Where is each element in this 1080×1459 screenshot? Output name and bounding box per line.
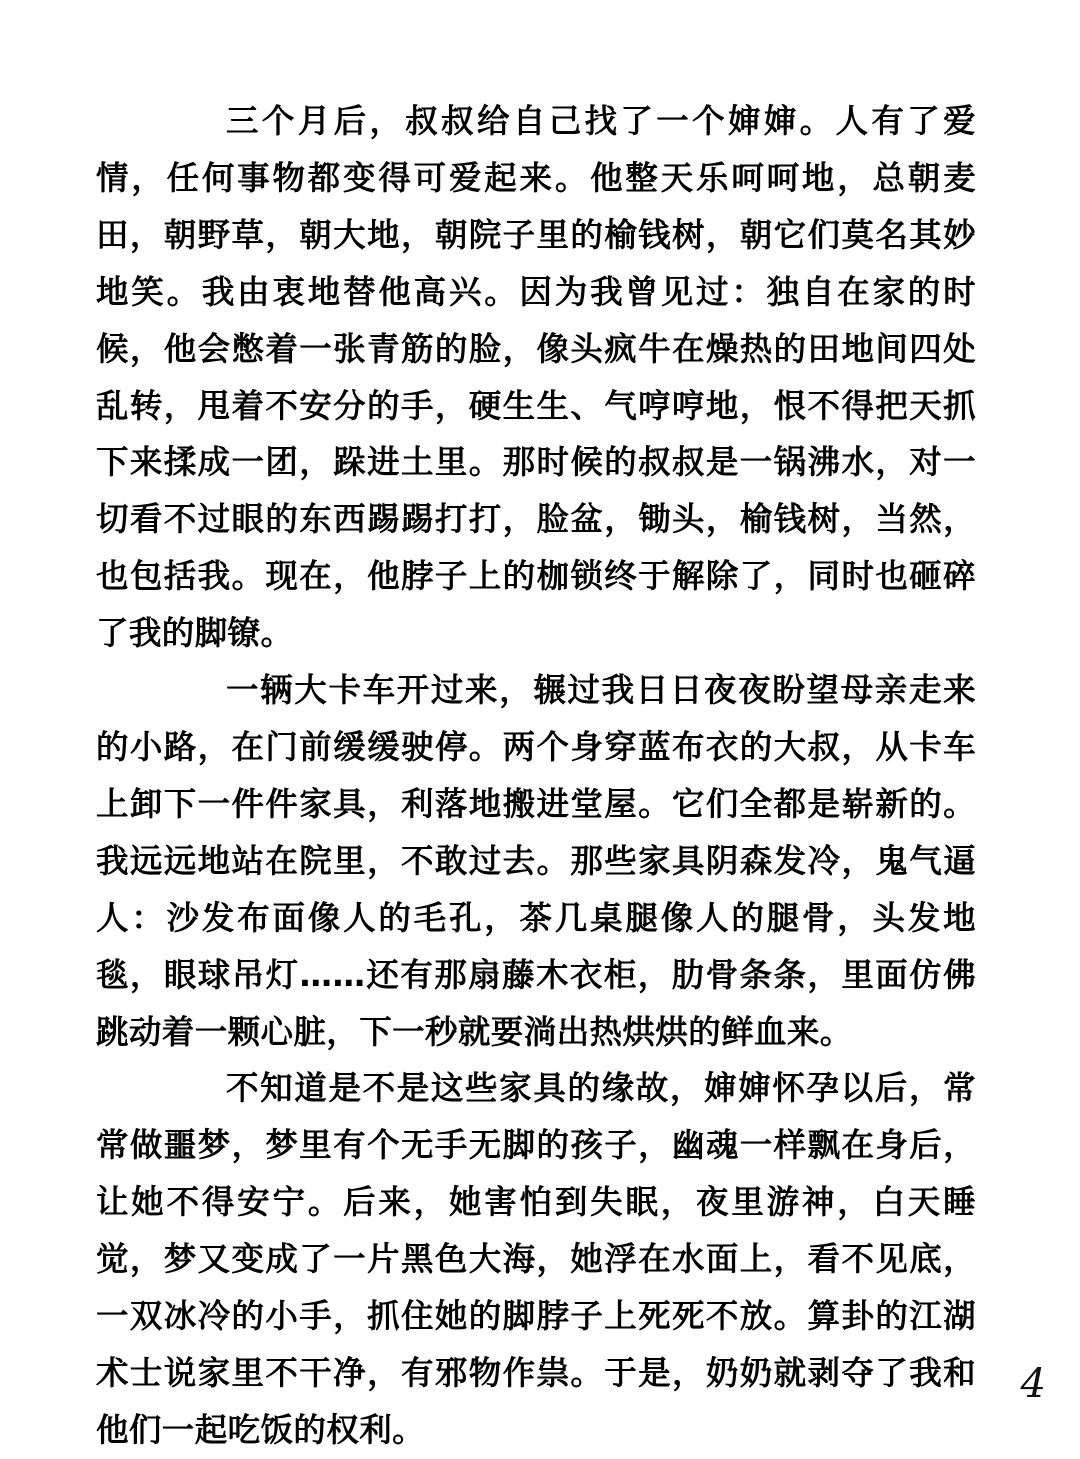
paragraph-2: 一辆大卡车开过来，辗过我日日夜夜盼望母亲走来的小路，在门前缓缓驶停。两个身穿蓝布衣的大叔，从卡车上卸下一件件家具，利落地搬进堂屋。它们全都是崭新的。我远远地站在院里，不敢过去。那些家具阴森发冷，鬼气逼人：沙发布面像人的毛孔，茶几桌腿像人的腿骨，头发地毯，眼球吊灯……还有那扇藤木衣柜，肋骨条条，里面仿佛跳动着一颗心脏，下一秒就要淌出热烘烘的鲜血来。 [96, 671, 976, 1051]
paragraph-1: 三个月后，叔叔给自己找了一个婶婶。人有了爱情，任何事物都变得可爱起来。他整天乐呵呵地，总朝麦田，朝野草，朝大地，朝院子里的榆钱树，朝它们莫名其妙地笑。我由衷地替他高兴。因为我曾见过：独自在家的时候，他会憋着一张青筋的脸，像头疯牛在燥热的田地间四处乱转，甩着不安分的手，硬生生、气哼哼地，恨不得把天抓下来揉成一团，跺进土里。那时候的叔叔是一锅沸水，对一切看不过眼的东西踢踢打打，脸盆，锄头，榆钱树，当然，也包括我。现在，他脖子上的枷锁终于解除了，同时也砸碎了我的脚镣。 [96, 102, 976, 653]
body-text [96, 93, 976, 1459]
paragraph-3: 不知道是不是这些家具的缘故，婶婶怀孕以后，常常做噩梦，梦里有个无手无脚的孩子，幽魂一样飘在身后，让她不得安宁。后来，她害怕到失眠，夜里游神，白天睡觉，梦又变成了一片黑色大海，她浮在水面上，看不见底，一双冰冷的小手，抓住她的脚脖子上死死不放。算卦的江湖术士说家里不干净，有邪物作祟。于是，奶奶就剥夺了我和他们一起吃饭的权利。 [96, 1069, 976, 1449]
page-number: 4 [1020, 1361, 1046, 1407]
